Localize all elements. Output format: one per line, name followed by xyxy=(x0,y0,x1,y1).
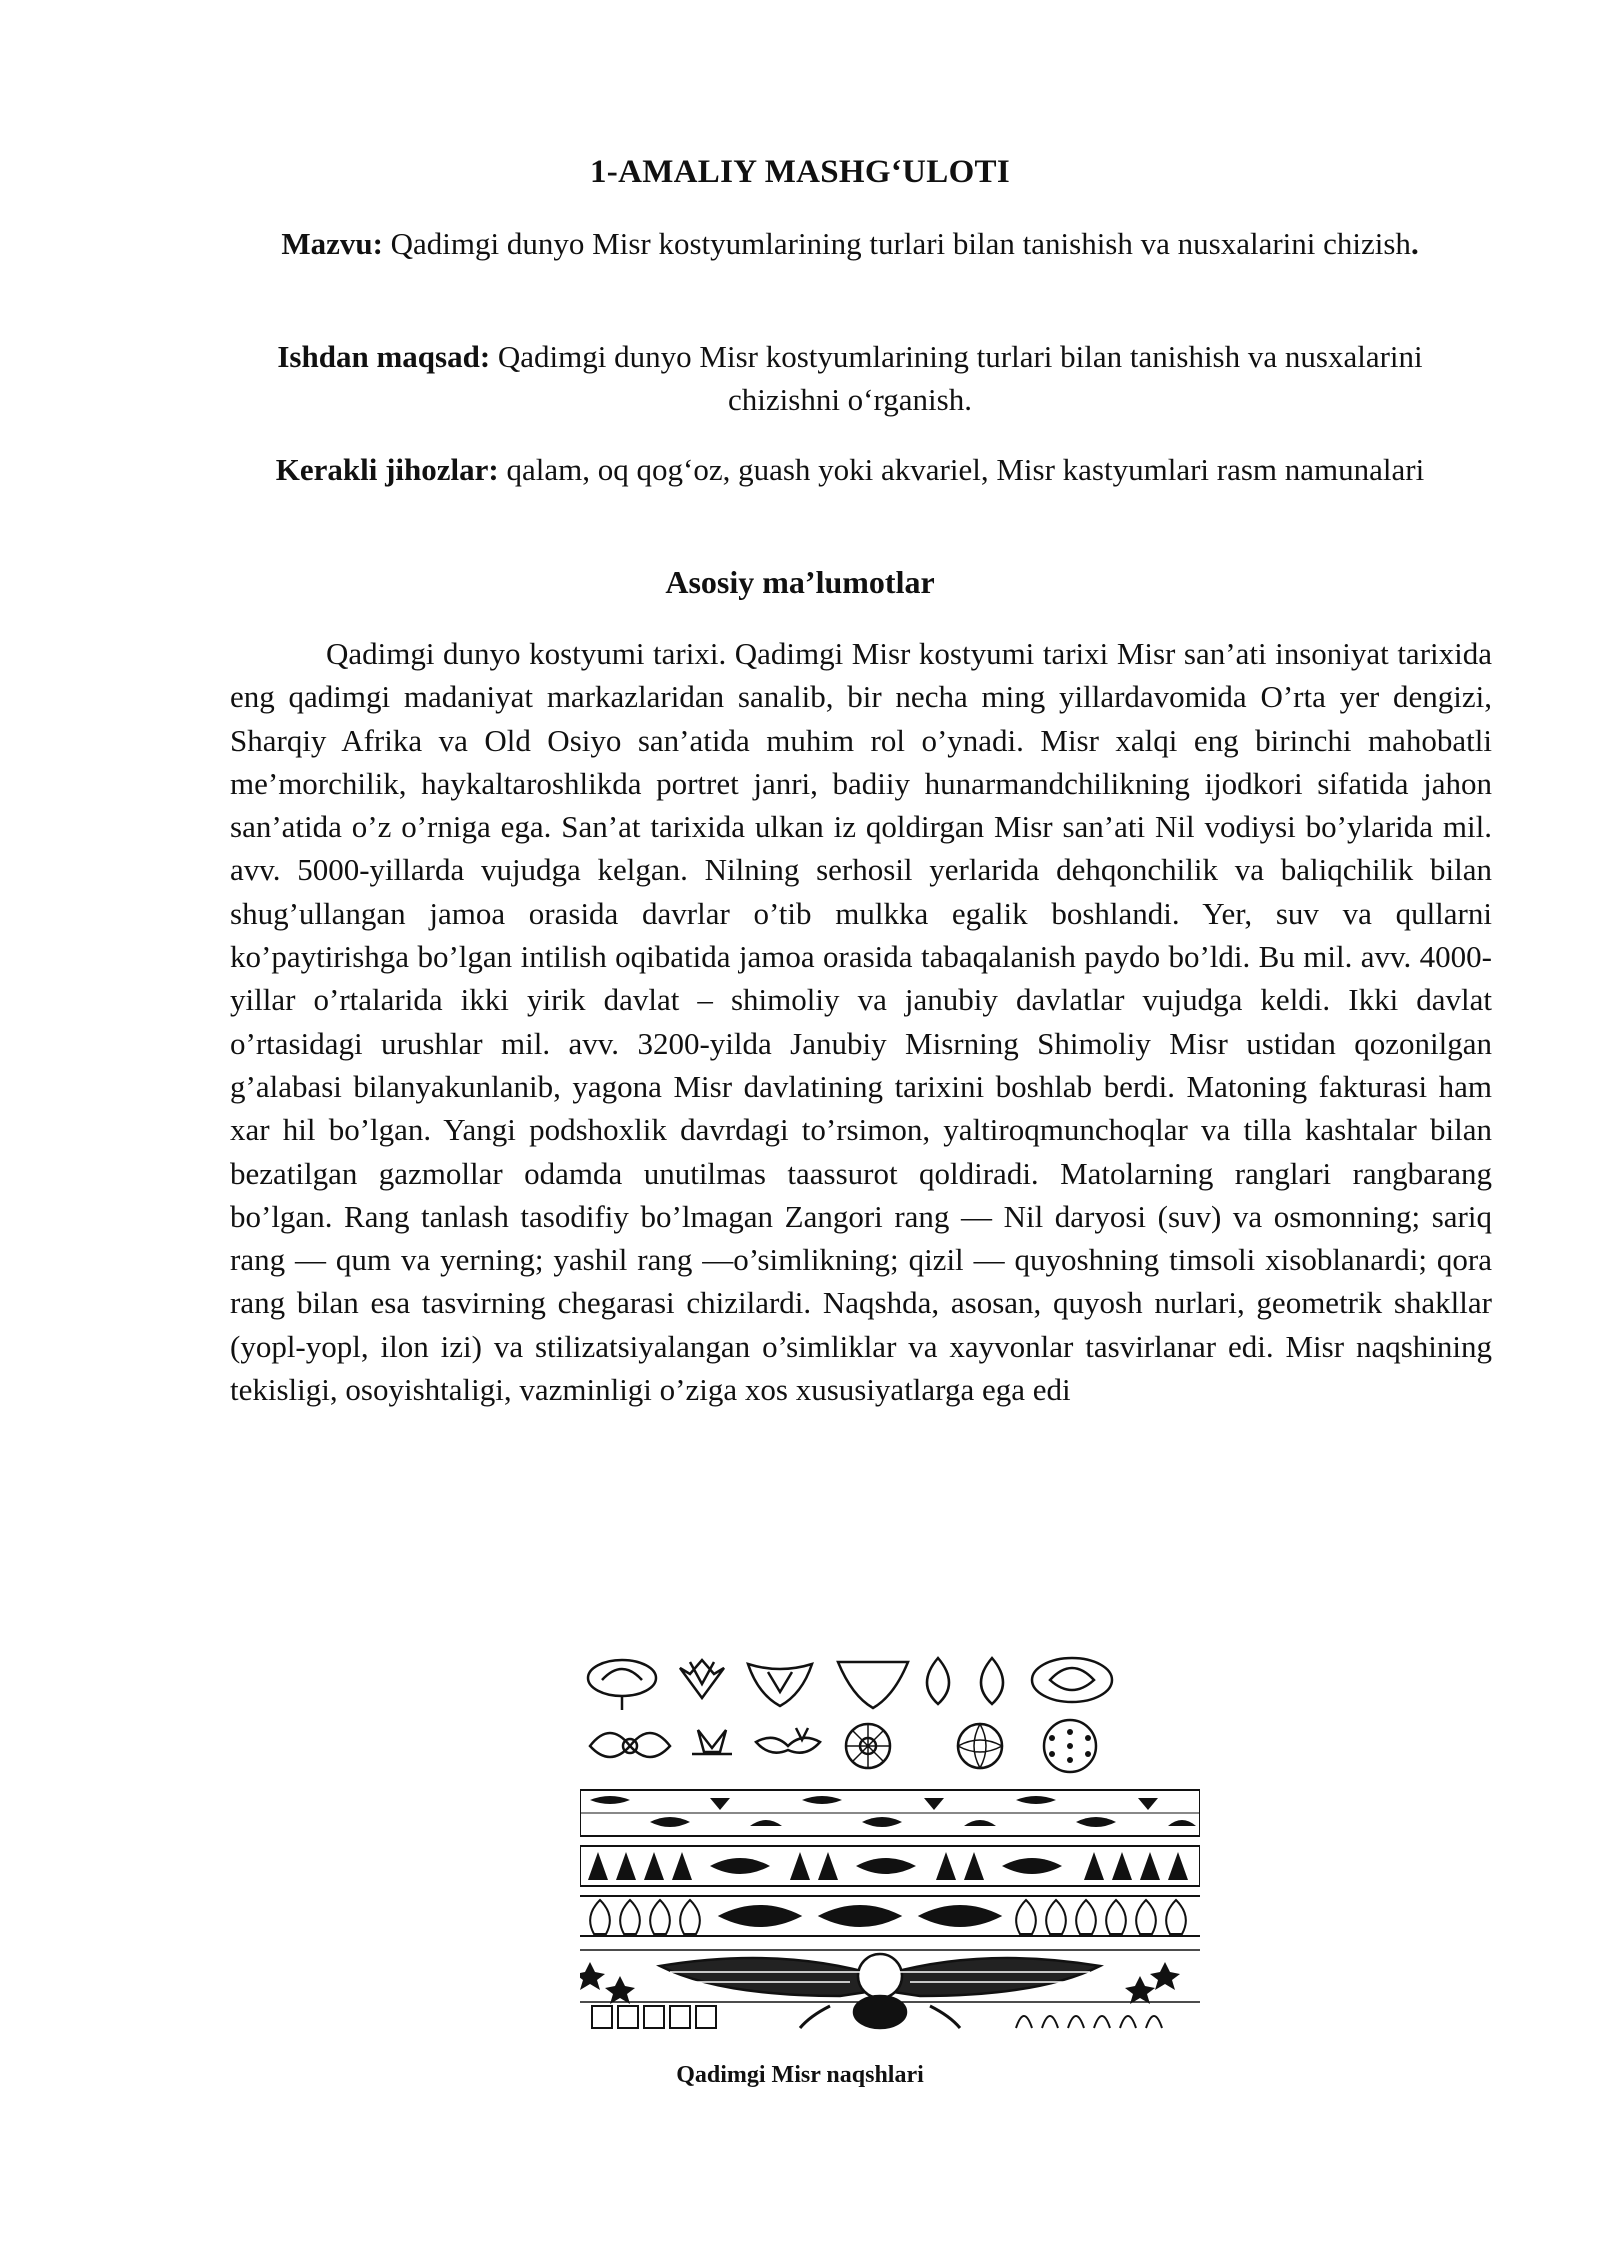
topic-text: Qadimgi dunyo Misr kostyumlarining turlari bilan tanishish va nusxalarini chizish xyxy=(382,226,1411,261)
equipment-paragraph xyxy=(230,448,1470,491)
scarab-row xyxy=(592,1996,1162,2028)
equipment-label: Kerakli jihozlar: xyxy=(275,452,499,487)
topic-label: Mazvu: xyxy=(281,226,383,261)
band-row-2 xyxy=(580,1846,1200,1886)
egyptian-ornaments-figure xyxy=(580,1650,1200,2030)
band-row-3 xyxy=(580,1896,1200,1936)
rosette-row xyxy=(590,1720,1096,1772)
topic-end: . xyxy=(1410,226,1419,261)
band-row-1 xyxy=(580,1790,1200,1836)
egyptian-ornaments-illustration xyxy=(580,1650,1200,2030)
figure-caption: Qadimgi Misr naqshlari xyxy=(676,2062,924,2088)
aim-paragraph xyxy=(230,335,1470,421)
lotus-row xyxy=(588,1658,1112,1710)
body-text: Qadimgi dunyo kostyumi tarixi. Qadimgi Misr kostyumi tarixi Misr san’ati insoniyat tarixida eng qadimgi madaniyat markazlaridan sanalib, bir necha ming yillardavomida O’rta yer dengizi, Sharqiy Afrika va Old Osiyo san’atida muhim rol o’ynadi. Misr xalqi eng birinchi mahobatli me’morchilik, haykaltaroshlikda portret janri, badiiy hunarmandchilikning ijodkori sifatida jahon san’atida o’z o’rniga ega. San’at tarixida ulkan iz qoldirgan Misr san’ati Nil vodiysi bo’ylarida mil. avv. 5000-yillarda vujudga kelgan. Nilning serhosil yerlarida dehqonchilik va baliqchilik bilan shug’ullangan jamoa orasida davrlar o’tib mulkka egalik boshlandi. Yer, suv va qullarni ko’paytirishga bo’lgan intilish oqibatida jamoa orasida tabaqalanish paydo bo’ldi. Bu mil. avv. 4000-yillar o’rtalarida ikki yirik davlat – shimoliy va janubiy davlatlar vujudga keldi. Ikki davlat o’rtasidagi urushlar mil. avv. 3200-yilda Janubiy Misrning Shimoliy Misr ustidan qozonilgan g’alabasi bilanyakunlanib, yagona Misr davlatining tarixini boshlab berdi. Matoning fakturasi ham xar hil bo’lgan. Yangi podshoxlik davrdagi to’rsimon, yaltiroqmunchoqlar va tilla kashtalar bilan bezatilgan gazmollar odamda unutilmas taassurot qoldiradi. Matolarning ranglari rangbarang bo’lgan. Rang tanlash tasodifiy bo’lmagan Zangori rang — Nil daryosi (suv) va osmonning; sariq rang — qum va yerning; yashil rang —o’simlikning; qizil — quyoshning timsoli xisoblanardi; qora rang bilan esa tasvirning chegarasi chizilardi. Naqshda, asosan, quyosh nurlari, geometrik shakllar (yopl-yopl, ilon izi) va stilizatsiyalangan o’simliklar va xayvonlar tasvirlanar edi. Misr naqshining tekisligi, osoyishtaligi, vazminligi o’ziga xos xususiyatlarga ega edi xyxy=(230,636,1492,1408)
aim-text: Qadimgi dunyo Misr kostyumlarining turlari bilan tanishish va nusxalarini chizishni o‘rganish. xyxy=(490,339,1423,417)
topic-paragraph xyxy=(230,222,1470,265)
aim-label: Ishdan maqsad: xyxy=(277,339,491,374)
body-paragraph xyxy=(230,632,1492,1411)
page-title: 1-AMALIY MASHG‘ULOTI xyxy=(589,154,1011,190)
equipment-text: qalam, oq qog‘oz, guash yoki akvariel, Misr kastyumlari rasm namunalari xyxy=(498,452,1425,487)
section-heading: Asosiy ma’lumotlar xyxy=(665,564,935,600)
